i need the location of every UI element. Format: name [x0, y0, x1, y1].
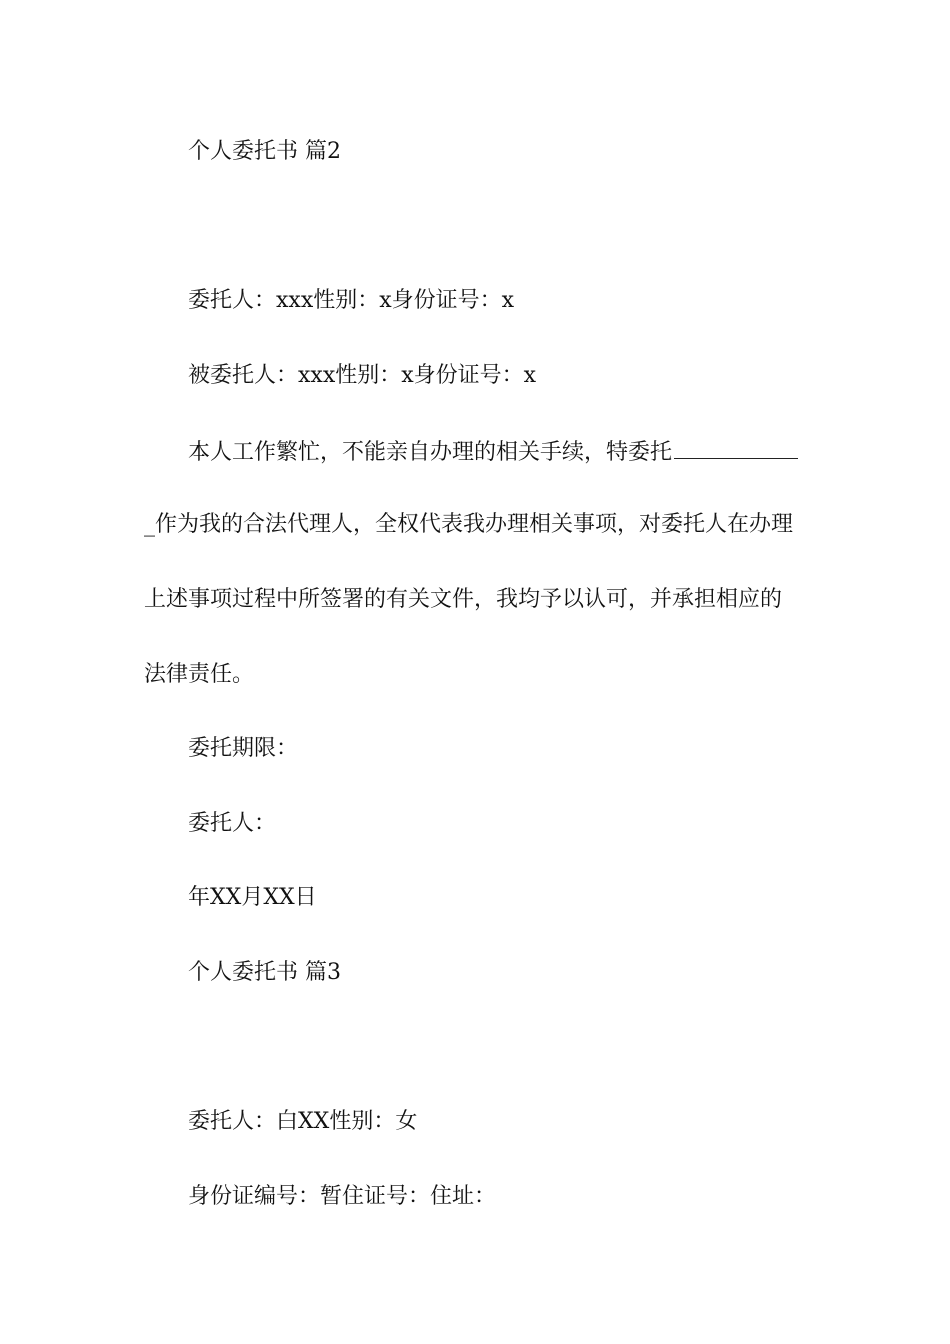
section-heading-3: 个人委托书 篇3 [188, 960, 341, 985]
date-line: 年XX月XX日 [188, 885, 317, 910]
body-line-1 [188, 436, 798, 468]
section-heading-2: 个人委托书 篇2 [188, 139, 341, 164]
body-line-4: 法律责任。 [144, 662, 255, 687]
body-line-3: 上述事项过程中所签署的有关文件，我均予以认可，并承担相应的 [144, 587, 783, 612]
body-line-2: _作为我的合法代理人，全权代表我办理相关事项，对委托人在办理 [144, 512, 794, 537]
body-line-1-text: 本人工作繁忙，不能亲自办理的相关手续，特委托 [188, 440, 673, 465]
s3-principal-line: 委托人：白XX性别：女 [188, 1109, 418, 1134]
term-line: 委托期限： [188, 736, 299, 761]
agent-line: 被委托人：xxx性别：x身份证号：x [188, 363, 537, 388]
s3-id-line: 身份证编号：暂住证号：住址： [188, 1184, 497, 1209]
blank-field [674, 436, 798, 459]
principal-line: 委托人：xxx性别：x身份证号：x [188, 288, 515, 313]
signer-line: 委托人： [188, 811, 277, 836]
